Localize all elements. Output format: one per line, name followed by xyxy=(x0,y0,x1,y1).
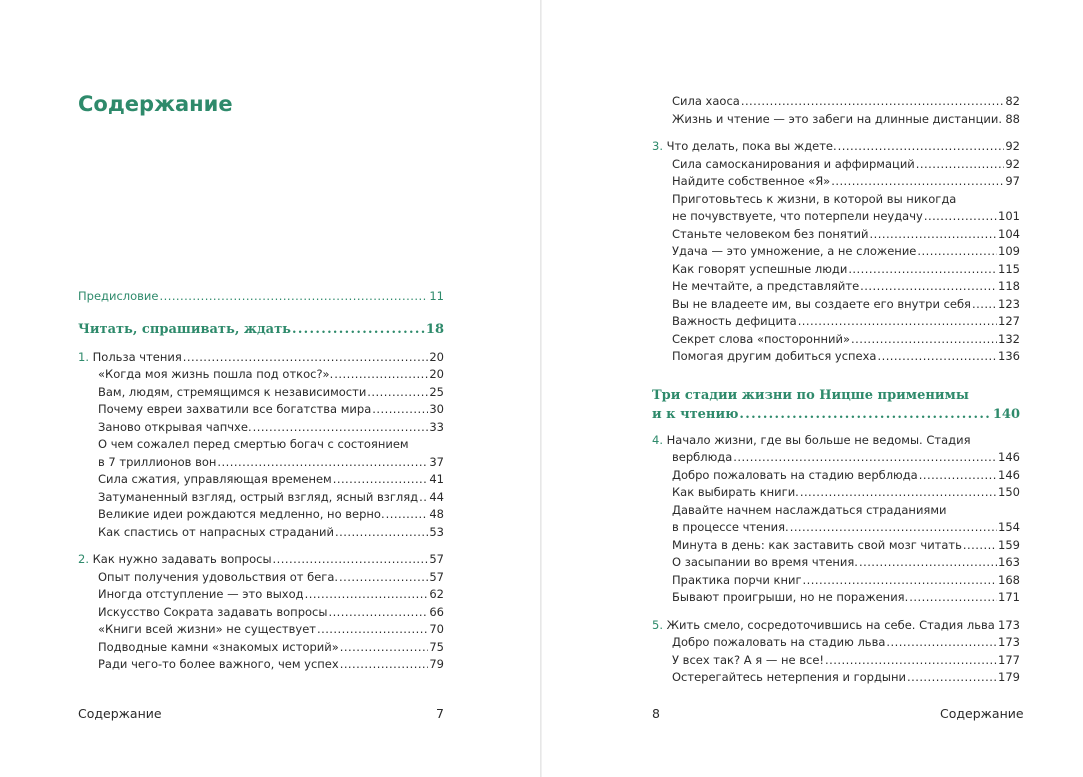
toc-part-2[interactable]: Три стадии жизни по Ницше применимы и к чтению . . . 140 xyxy=(652,386,1020,424)
entry-title: Минута в день: как заставить свой мозг читать xyxy=(672,537,962,552)
page-number: 53 xyxy=(429,524,444,539)
entry-title: 1. Польза чтения xyxy=(78,349,182,364)
page-number: 44 xyxy=(429,489,444,504)
toc-entry[interactable] xyxy=(652,537,1020,555)
toc-entry[interactable] xyxy=(652,111,1020,129)
entry-title: в 7 триллионов вон xyxy=(98,454,217,469)
dot-leader xyxy=(800,484,997,502)
dot-leader xyxy=(886,634,997,652)
toc-entry[interactable] xyxy=(78,524,444,542)
dot-leader xyxy=(292,320,425,339)
page-number: 25 xyxy=(429,384,444,399)
entry-title: Подводные камни «знакомых историй» xyxy=(98,639,339,654)
page-number: 123 xyxy=(998,296,1020,311)
toc-entry[interactable] xyxy=(652,589,1020,607)
dot-leader xyxy=(419,489,428,507)
dot-leader xyxy=(733,449,997,467)
entry-title: 5. Жить смело, сосредоточившись на себе. Стадия льва xyxy=(652,617,995,632)
entry-title: Практика порчи книг xyxy=(672,572,802,587)
page-number: 66 xyxy=(429,604,444,619)
page-number: 79 xyxy=(429,657,444,671)
page-number: 41 xyxy=(429,472,444,486)
dot-leader xyxy=(798,313,997,331)
page-number: 88 xyxy=(1005,111,1020,126)
toc-entry[interactable] xyxy=(78,419,444,437)
toc-entry[interactable] xyxy=(652,467,1020,485)
toc-entry[interactable]: Давайте начнем наслаждаться страданиями в процессе чтения. . . . 154 xyxy=(652,502,1020,537)
entry-title: Как говорят успешные люди xyxy=(672,261,848,276)
dot-leader xyxy=(859,554,997,572)
page-number: 179 xyxy=(998,670,1020,684)
page-number: 173 xyxy=(998,635,1020,649)
toc-chapter-2[interactable] xyxy=(78,551,444,569)
entry-title: Предисловие xyxy=(78,289,159,303)
dot-leader xyxy=(909,589,997,607)
dot-leader xyxy=(739,405,991,424)
toc-entry[interactable] xyxy=(652,331,1020,349)
page-number: 70 xyxy=(429,622,444,636)
page-number: 101 xyxy=(998,209,1020,223)
toc-entry[interactable] xyxy=(78,401,444,419)
page-number: 20 xyxy=(429,349,444,364)
toc-chapter-3[interactable] xyxy=(652,138,1020,156)
footer-page-number: 7 xyxy=(436,706,444,721)
toc-entry[interactable] xyxy=(78,366,444,384)
entry-title: Заново открывая чапчхе. xyxy=(98,419,252,434)
entry-title: Удача — это умножение, а не сложение xyxy=(672,244,917,258)
entry-title: и к чтению xyxy=(652,406,739,422)
page-number: 127 xyxy=(998,314,1020,328)
entry-title: Ради чего-то более важного, чем успех xyxy=(98,657,339,671)
entry-title: Великие идеи рождаются медленно, но верно. xyxy=(98,507,385,521)
page-number: 82 xyxy=(1005,94,1020,108)
toc-entry[interactable] xyxy=(652,348,1020,366)
toc-entry[interactable] xyxy=(652,572,1020,590)
entry-title: Вам, людям, стремящимся к независимости xyxy=(98,384,367,399)
entry-title: Как выбирать книги. xyxy=(672,485,799,499)
dot-leader xyxy=(335,524,428,542)
entry-title: «Когда моя жизнь пошла под откос?». xyxy=(98,367,334,381)
toc-part-1[interactable] xyxy=(78,320,444,339)
toc-entry[interactable] xyxy=(652,484,1020,502)
toc-chapter-1[interactable] xyxy=(78,349,444,367)
footer-page-number: 8 xyxy=(652,706,660,721)
page-number: 109 xyxy=(998,244,1020,258)
page-number: 154 xyxy=(998,520,1020,534)
entry-title: У всех так? А я — не все! xyxy=(672,652,825,667)
entry-title: Иногда отступление — это выход xyxy=(98,587,304,601)
toc-entry[interactable] xyxy=(652,652,1020,670)
page-number: 140 xyxy=(992,406,1020,422)
toc-right xyxy=(652,93,1020,687)
entry-title: Затуманенный взгляд, острый взгляд, ясный взгляд xyxy=(98,489,419,504)
entry-title: Почему евреи захватили все богатства мира xyxy=(98,402,372,416)
toc-chapter-4[interactable]: 4. Начало жизни, где вы больше не ведомы. Стадия верблюда . . . 146 xyxy=(652,432,1020,467)
entry-title: «Книги всей жизни» не существует xyxy=(98,622,316,636)
dot-leader xyxy=(367,384,428,402)
toc-entry[interactable] xyxy=(652,278,1020,296)
dot-leader xyxy=(183,349,429,367)
dot-leader xyxy=(848,261,997,279)
footer-running-title: Содержание xyxy=(940,706,1024,721)
page-number: 104 xyxy=(998,226,1020,241)
dot-leader xyxy=(838,138,1005,156)
entry-title: Помогая другим добиться успеха xyxy=(672,349,877,363)
dot-leader xyxy=(877,348,997,366)
dot-leader xyxy=(340,639,429,657)
dot-leader xyxy=(305,586,429,604)
page-number: 62 xyxy=(429,587,444,601)
toc-entry[interactable] xyxy=(652,173,1020,191)
dot-leader xyxy=(217,454,428,472)
page-number: 136 xyxy=(998,349,1020,363)
dot-leader xyxy=(831,173,1004,191)
toc-left xyxy=(78,288,444,674)
page-number: 163 xyxy=(998,555,1020,569)
entry-title: О засыпании во время чтения. xyxy=(672,555,858,569)
dot-leader xyxy=(317,621,428,639)
entry-title: Добро пожаловать на стадию верблюда xyxy=(672,467,918,482)
toc-entry[interactable] xyxy=(652,296,1020,314)
right-page xyxy=(542,0,1082,777)
dot-leader xyxy=(860,278,997,296)
dot-leader xyxy=(372,401,428,419)
dot-leader xyxy=(1003,111,1004,129)
page-number: 11 xyxy=(429,289,444,303)
dot-leader xyxy=(916,156,1005,174)
entry-title: Найдите собственное «Я» xyxy=(672,174,831,188)
toc-title: Содержание xyxy=(78,92,233,116)
entry-title: Секрет слова «посторонний» xyxy=(672,331,850,346)
page-number: 115 xyxy=(998,261,1020,276)
entry-title: Сила сжатия, управляющая временем xyxy=(98,472,332,486)
entry-title: Важность дефицита xyxy=(672,314,797,328)
dot-leader xyxy=(333,471,429,489)
page-number: 177 xyxy=(998,652,1020,667)
page-number: 30 xyxy=(429,402,444,416)
dot-leader xyxy=(386,506,429,524)
toc-entry[interactable] xyxy=(652,261,1020,279)
entry-title: Не мечтайте, а представляйте xyxy=(672,279,860,293)
dot-leader xyxy=(803,572,998,590)
dot-leader xyxy=(963,537,997,555)
page-number: 159 xyxy=(998,537,1020,552)
entry-title: Сила самосканирования и аффирмаций xyxy=(672,156,915,171)
dot-leader xyxy=(919,467,997,485)
dot-leader xyxy=(334,366,428,384)
left-page xyxy=(0,0,540,777)
toc-entry[interactable] xyxy=(652,243,1020,261)
entry-title: Сила хаоса xyxy=(672,94,740,108)
toc-entry[interactable] xyxy=(652,313,1020,331)
toc-entry[interactable] xyxy=(652,634,1020,652)
dot-leader xyxy=(924,208,997,226)
entry-title: Добро пожаловать на стадию льва xyxy=(672,635,886,649)
dot-leader xyxy=(907,669,997,687)
dot-leader xyxy=(870,226,998,244)
entry-title: 2. Как нужно задавать вопросы xyxy=(78,552,272,566)
toc-entry[interactable] xyxy=(652,669,1020,687)
toc-entry[interactable]: О чем сожалел перед смертью богач с состоянием в 7 триллионов вон . . . 37 xyxy=(78,436,444,471)
page-number: 92 xyxy=(1005,139,1020,153)
toc-entry[interactable] xyxy=(78,471,444,489)
toc-entry[interactable] xyxy=(78,489,444,507)
page-number: 171 xyxy=(998,590,1020,604)
entry-title: Читать, спрашивать, ждать xyxy=(78,321,291,337)
toc-entry[interactable] xyxy=(652,554,1020,572)
entry-title: Бывают проигрыши, но не поражения. xyxy=(672,590,909,604)
toc-entry[interactable] xyxy=(78,569,444,587)
dot-leader xyxy=(996,617,997,635)
dot-leader xyxy=(972,296,997,314)
entry-title: Жизнь и чтение — это забеги на длинные дистанции. xyxy=(672,111,1002,126)
dot-leader xyxy=(790,519,997,537)
toc-entry[interactable] xyxy=(652,226,1020,244)
toc-entry[interactable] xyxy=(78,656,444,674)
toc-entry[interactable] xyxy=(78,604,444,622)
page-number: 48 xyxy=(429,507,444,521)
page-number: 57 xyxy=(429,569,444,584)
page-number: 20 xyxy=(429,367,444,381)
page-number: 173 xyxy=(998,617,1020,632)
dot-leader xyxy=(273,551,429,569)
entry-title: не почувствуете, что потерпели неудачу xyxy=(672,209,923,223)
dot-leader xyxy=(339,569,428,587)
page-number: 97 xyxy=(1005,174,1020,188)
toc-entry[interactable] xyxy=(78,586,444,604)
dot-leader xyxy=(159,288,428,306)
page-number: 75 xyxy=(429,639,444,654)
entry-title: Как спастись от напрасных страданий xyxy=(98,524,334,539)
entry-title: Вы не владеете им, вы создаете его внутри себя xyxy=(672,296,971,311)
page-number: 168 xyxy=(998,572,1020,587)
page-number: 37 xyxy=(429,454,444,469)
toc-entry[interactable] xyxy=(652,93,1020,111)
dot-leader xyxy=(340,656,429,674)
page-number: 150 xyxy=(998,485,1020,499)
dot-leader xyxy=(825,652,997,670)
page-number: 92 xyxy=(1005,156,1020,171)
dot-leader xyxy=(851,331,997,349)
entry-title: Искусство Сократа задавать вопросы xyxy=(98,604,328,619)
page-number: 118 xyxy=(998,279,1020,293)
page-number: 146 xyxy=(998,450,1020,464)
dot-leader xyxy=(253,419,429,437)
toc-entry[interactable] xyxy=(78,639,444,657)
entry-title: 3. Что делать, пока вы ждете. xyxy=(652,139,837,153)
page-number: 33 xyxy=(429,419,444,434)
entry-title: Опыт получения удовольствия от бега. xyxy=(98,569,339,584)
toc-entry[interactable] xyxy=(78,621,444,639)
toc-entry[interactable]: Приготовьтесь к жизни, в которой вы никогда не почувствуете, что потерпели неудачу . . . 101 xyxy=(652,191,1020,226)
page-number: 57 xyxy=(429,552,444,566)
toc-entry[interactable] xyxy=(652,156,1020,174)
page-number: 146 xyxy=(998,467,1020,482)
toc-chapter-5[interactable] xyxy=(652,617,1020,635)
page-number: 132 xyxy=(998,331,1020,346)
page-number: 18 xyxy=(425,321,444,337)
toc-entry[interactable] xyxy=(78,384,444,402)
entry-title: Остерегайтесь нетерпения и гордыни xyxy=(672,670,906,684)
toc-entry[interactable] xyxy=(78,506,444,524)
entry-title: верблюда xyxy=(672,450,733,464)
dot-leader xyxy=(741,93,1005,111)
dot-leader xyxy=(328,604,428,622)
entry-title: Станьте человеком без понятий xyxy=(672,226,869,241)
entry-title: в процессе чтения. xyxy=(672,520,789,534)
footer-running-title: Содержание xyxy=(78,706,162,721)
toc-entry-preface[interactable] xyxy=(78,288,444,306)
dot-leader xyxy=(917,243,997,261)
